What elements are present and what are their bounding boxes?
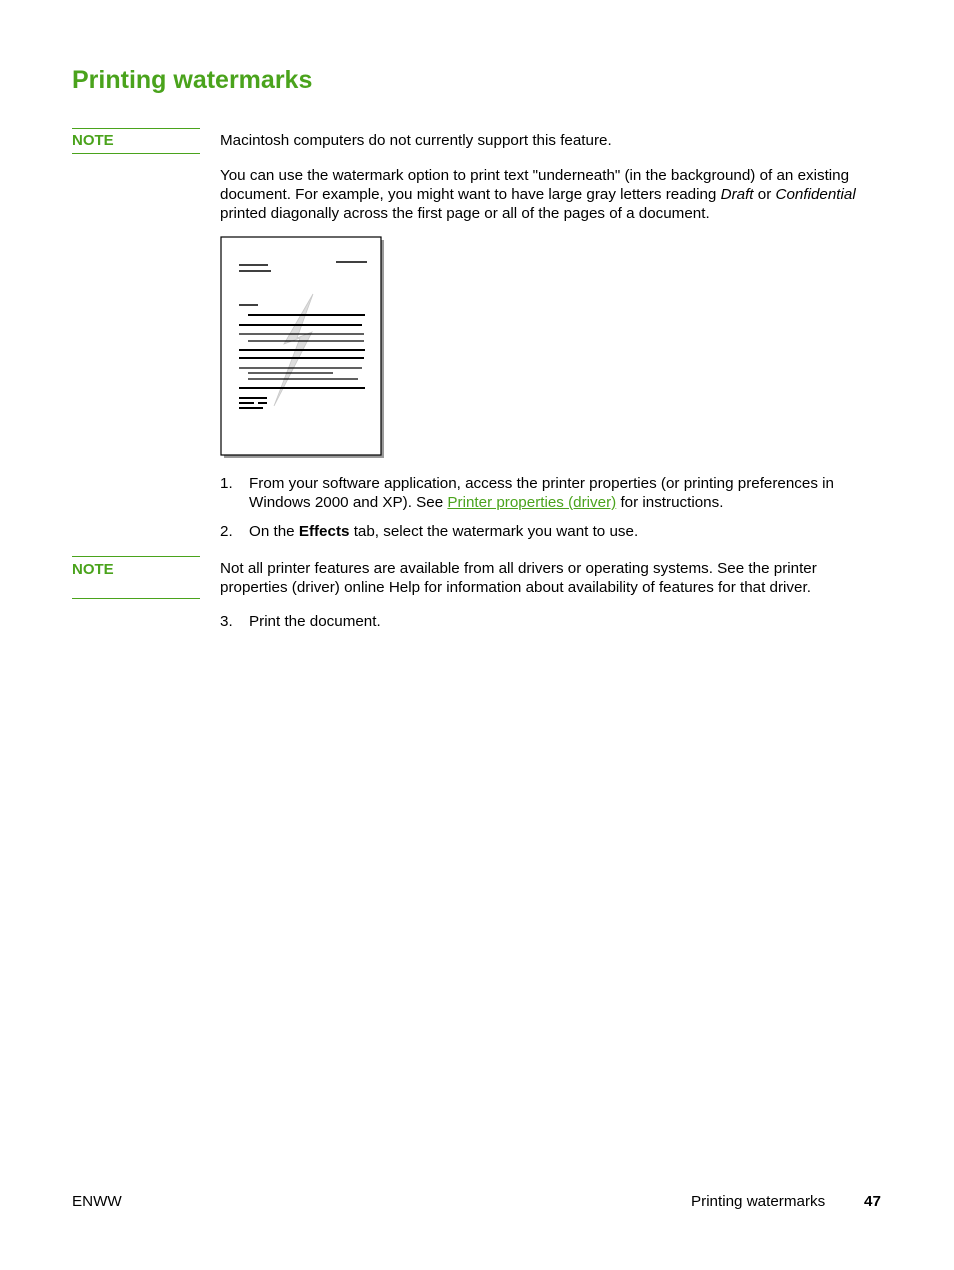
step-text: Print the document. <box>249 613 381 630</box>
draft-word: Draft <box>720 186 754 203</box>
step-item <box>220 474 880 514</box>
step-item <box>220 522 880 542</box>
footer-left: ENWW <box>72 1193 122 1210</box>
page-number: 47 <box>864 1193 881 1210</box>
document-graphic <box>220 236 386 460</box>
intro-text: or <box>753 186 776 203</box>
step-number: 2. <box>220 523 233 540</box>
step-number: 3. <box>220 613 233 630</box>
note-text: Macintosh computers do not currently support this feature. <box>220 132 612 149</box>
intro-text: You can use the watermark option to print text "underneath" (in the background) of an existing document. For example, you might want to have large gray letters reading <box>220 167 850 203</box>
step-text-part: for instructions. <box>616 494 724 511</box>
intro-text: printed diagonally across the first page or all of the pages of a document. <box>220 205 710 222</box>
step-item <box>220 612 880 632</box>
note-text: Not all printer features are available from all drivers or operating systems. See the printer properties (driver) online Help for information about availability of features for that driver. <box>220 560 817 596</box>
step-text-part: On the <box>249 523 299 540</box>
note-top-rule <box>72 128 200 129</box>
note-label: NOTE <box>72 132 114 149</box>
watermark-illustration <box>220 236 386 460</box>
note-top-rule <box>72 556 200 557</box>
confidential-word: Confidential <box>775 186 856 203</box>
intro-paragraph <box>220 166 880 223</box>
step-text <box>249 522 879 541</box>
step-text-part: tab, select the watermark you want to use. <box>349 523 639 540</box>
effects-tab-name: Effects <box>298 523 350 540</box>
footer-section-title: Printing watermarks <box>691 1193 826 1210</box>
note-bottom-rule <box>72 153 200 154</box>
step-text-part: From your software application, access the printer properties (or printing preferences in Windows 2000 and XP). See <box>249 475 834 511</box>
page-title: Printing watermarks <box>72 66 313 94</box>
step-text <box>249 474 879 512</box>
note-label: NOTE <box>72 561 114 578</box>
note-bottom-rule <box>72 598 200 599</box>
step-number: 1. <box>220 475 233 492</box>
printer-properties-link[interactable]: Printer properties (driver) <box>447 494 617 511</box>
